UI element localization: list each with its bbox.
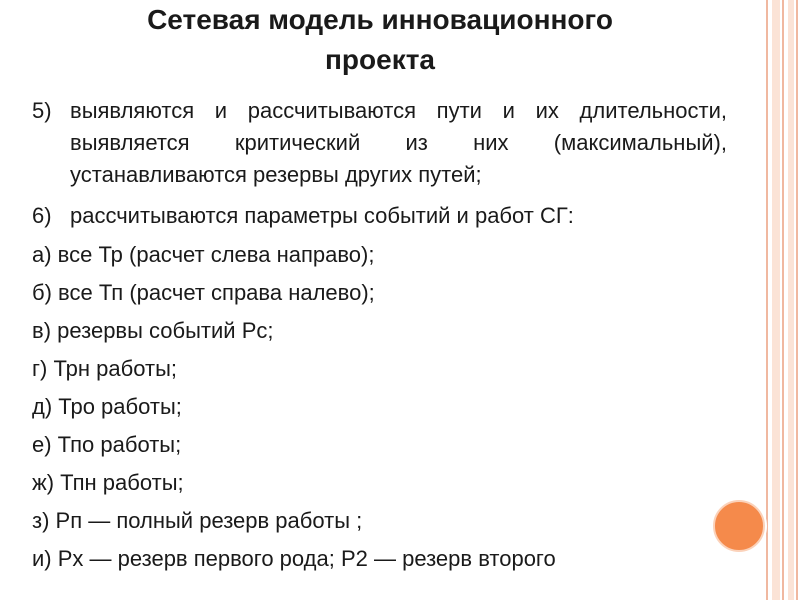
slide-title [40,0,720,80]
sub-item-text: ж) Тпн работы; [32,470,184,495]
side-stripe [796,0,798,600]
sub-item-text: и) Рх — резерв первого рода; Р2 — резерв второго [32,546,556,571]
sub-item-e [32,429,727,461]
sub-item-v [32,315,727,347]
slide-body [32,95,727,575]
decorative-side-stripes [766,0,800,600]
list-item-marker: 5) [32,98,52,123]
sub-item-zh [32,467,727,499]
list-item-marker: 6) [32,203,52,228]
side-stripe [766,0,768,600]
sub-item-a [32,239,727,271]
sub-item-z [32,505,727,537]
sub-item-i [32,543,727,575]
sub-item-text: в) резервы событий Рс; [32,318,274,343]
decorative-orange-circle [713,500,765,552]
sub-item-text: е) Тпо работы; [32,432,182,457]
side-band [772,0,780,600]
sub-item-g [32,353,727,385]
side-stripe [782,0,784,600]
sub-item-d [32,391,727,423]
list-item-6 [32,200,727,232]
slide-title-line-1: Сетевая модель инновационного [147,4,613,35]
sub-item-text: д) Тро работы; [32,394,182,419]
slide-title-line-2: проекта [325,44,435,75]
sub-item-text: а) все Тр (расчет слева направо); [32,242,375,267]
sub-item-b [32,277,727,309]
list-item-5 [32,95,727,191]
sub-item-text: б) все Тп (расчет справа налево); [32,280,375,305]
sub-item-text: з) Рп — полный резерв работы ; [32,508,363,533]
list-item-text: выявляются и рассчитываются пути и их длительности, выявляется критический из них (максимальный), устанавливаются резервы других путей; [70,98,727,187]
list-item-text: рассчитываются параметры событий и работ СГ: [70,203,574,228]
side-band [788,0,794,600]
sub-item-text: г) Трн работы; [32,356,177,381]
